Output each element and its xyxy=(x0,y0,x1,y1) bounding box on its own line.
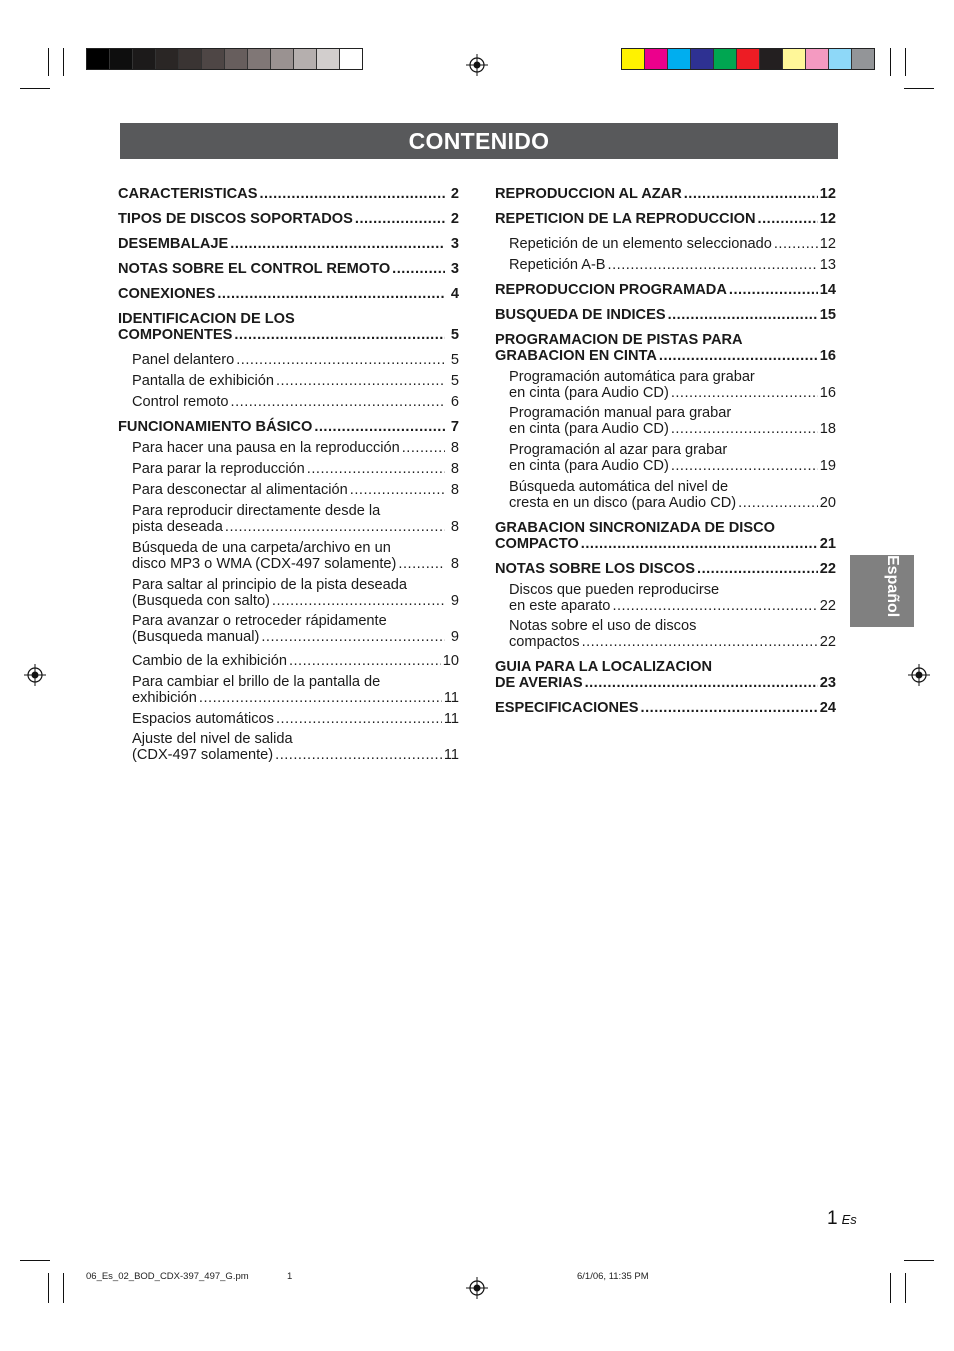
color-swatch xyxy=(622,49,645,69)
toc-entry[interactable] xyxy=(495,700,836,716)
dot-leader xyxy=(729,282,818,298)
toc-entry[interactable] xyxy=(118,394,459,410)
color-swatch xyxy=(202,49,225,69)
color-swatch xyxy=(668,49,691,69)
dot-leader xyxy=(350,482,445,498)
toc-entry-label-line: Programación al azar para grabar xyxy=(509,442,728,458)
color-swatch xyxy=(760,49,783,69)
toc-entry[interactable] xyxy=(118,286,459,302)
toc-entry[interactable] xyxy=(495,561,836,577)
color-swatch xyxy=(87,49,110,69)
dot-leader xyxy=(668,307,818,323)
toc-entry[interactable] xyxy=(118,613,459,645)
toc-entry-label: Repetición A-B xyxy=(509,257,606,273)
toc-entry-label: GRABACION EN CINTA xyxy=(495,348,657,364)
crop-mark xyxy=(63,48,64,76)
color-swatch xyxy=(271,49,294,69)
registration-mark-icon xyxy=(466,1277,488,1299)
toc-entry-page: 3 xyxy=(450,236,459,252)
toc-entry[interactable] xyxy=(118,311,459,343)
toc-entry-page: 15 xyxy=(819,307,836,323)
toc-entry-label-line: Discos que pueden reproducirse xyxy=(509,582,720,598)
dot-leader xyxy=(671,421,818,437)
toc-entry-page: 6 xyxy=(450,394,459,410)
toc-entry-page: 5 xyxy=(450,327,459,343)
dot-leader xyxy=(758,211,818,227)
toc-entry-page: 16 xyxy=(819,348,836,364)
color-swatch xyxy=(645,49,668,69)
toc-entry[interactable] xyxy=(495,236,836,252)
toc-entry-label: COMPONENTES xyxy=(118,327,233,343)
toc-entry-label-line: Para cambiar el brillo de la pantalla de xyxy=(132,674,381,690)
crop-mark xyxy=(20,1260,50,1261)
crop-mark xyxy=(904,1260,934,1261)
toc-entry-label: FUNCIONAMIENTO BÁSICO xyxy=(118,419,313,435)
toc-entry-label: Panel delantero xyxy=(132,352,235,368)
toc-entry[interactable] xyxy=(118,440,459,456)
language-tab-label: Español xyxy=(884,555,901,618)
color-swatch xyxy=(691,49,714,69)
registration-mark-icon xyxy=(466,54,488,76)
color-swatch xyxy=(133,49,156,69)
crop-mark xyxy=(905,1273,906,1303)
toc-entry-label-line: Búsqueda de una carpeta/archivo en un xyxy=(132,540,391,556)
toc-entry-label: exhibición xyxy=(132,690,197,706)
toc-entry-page: 21 xyxy=(819,536,836,552)
toc-entry[interactable] xyxy=(118,373,459,389)
toc-entry-label: compactos xyxy=(509,634,580,650)
toc-entry-page: 13 xyxy=(819,257,836,273)
toc-entry-label: COMPACTO xyxy=(495,536,579,552)
toc-entry-label-line: GRABACION SINCRONIZADA DE DISCO xyxy=(495,520,775,536)
toc-entry-label: (Busqueda con salto) xyxy=(132,593,270,609)
toc-entry-page: 8 xyxy=(450,556,459,572)
toc-entry-page: 5 xyxy=(450,352,459,368)
toc-entry-label: pista deseada xyxy=(132,519,223,535)
toc-entry-page: 14 xyxy=(819,282,836,298)
crop-mark xyxy=(20,88,50,89)
dot-leader xyxy=(612,598,817,614)
dot-leader xyxy=(261,629,445,645)
dot-leader xyxy=(684,186,818,202)
toc-entry[interactable] xyxy=(495,369,836,401)
toc-entry[interactable] xyxy=(495,211,836,227)
toc-entry-label-line: GUIA PARA LA LOCALIZACION xyxy=(495,659,712,675)
toc-entry[interactable] xyxy=(495,257,836,273)
toc-entry-page: 9 xyxy=(450,629,459,645)
toc-entry[interactable] xyxy=(118,419,459,435)
toc-entry-page: 5 xyxy=(450,373,459,389)
toc-entry[interactable] xyxy=(118,503,459,535)
toc-entry[interactable] xyxy=(118,711,459,727)
toc-entry-label: DE AVERIAS xyxy=(495,675,583,691)
toc-entry-page: 22 xyxy=(819,598,836,614)
footer-filename: 06_Es_02_BOD_CDX-397_497_G.pm xyxy=(86,1271,249,1282)
toc-entry-label-line: Programación manual para grabar xyxy=(509,405,732,421)
dot-leader xyxy=(259,186,445,202)
dot-leader xyxy=(671,385,818,401)
toc-entry-label: Pantalla de exhibición xyxy=(132,373,274,389)
toc-entry-page: 11 xyxy=(443,711,459,727)
process-color-bar xyxy=(621,48,875,70)
toc-entry-page: 19 xyxy=(819,458,836,474)
toc-entry-page: 3 xyxy=(450,261,459,277)
dot-leader xyxy=(307,461,445,477)
dot-leader xyxy=(355,211,445,227)
toc-entry-label: Espacios automáticos xyxy=(132,711,274,727)
toc-entry-page: 22 xyxy=(819,634,836,650)
toc-entry-label: disco MP3 o WMA (CDX-497 solamente) xyxy=(132,556,397,572)
toc-entry-label: ESPECIFICACIONES xyxy=(495,700,639,716)
page-number xyxy=(827,1208,857,1230)
crop-mark xyxy=(63,1273,64,1303)
toc-entry-label: CONEXIONES xyxy=(118,286,216,302)
toc-entry-page: 10 xyxy=(442,653,459,669)
dot-leader xyxy=(275,747,442,763)
toc-entry[interactable] xyxy=(495,520,836,552)
toc-entry-page: 12 xyxy=(819,186,836,202)
dot-leader xyxy=(314,419,445,435)
dot-leader xyxy=(641,700,818,716)
toc-entry-label: NOTAS SOBRE EL CONTROL REMOTO xyxy=(118,261,391,277)
toc-entry-label: en cinta (para Audio CD) xyxy=(509,385,669,401)
toc-entry-page: 23 xyxy=(819,675,836,691)
toc-entry-label-line: IDENTIFICACION DE LOS xyxy=(118,311,295,327)
toc-entry[interactable] xyxy=(495,332,836,364)
toc-entry-label-line: Programación automática para grabar xyxy=(509,369,755,385)
toc-entry-page: 9 xyxy=(450,593,459,609)
toc-entry-label: Control remoto xyxy=(132,394,229,410)
page-title: CONTENIDO xyxy=(120,123,838,159)
toc-entry-page: 22 xyxy=(819,561,836,577)
toc-entry-page: 20 xyxy=(819,495,836,511)
toc-entry-page: 16 xyxy=(819,385,836,401)
toc-entry-page: 8 xyxy=(450,440,459,456)
toc-entry[interactable] xyxy=(495,618,836,650)
toc-entry-label: (Busqueda manual) xyxy=(132,629,260,645)
dot-leader xyxy=(585,675,818,691)
color-swatch xyxy=(317,49,340,69)
color-swatch xyxy=(179,49,202,69)
color-swatch xyxy=(806,49,829,69)
color-swatch xyxy=(110,49,133,69)
toc-entry[interactable] xyxy=(118,261,459,277)
toc-entry-page: 2 xyxy=(450,211,459,227)
toc-entry-page: 4 xyxy=(450,286,459,302)
toc-entry[interactable] xyxy=(118,731,459,763)
toc-entry-label: Para hacer una pausa en la reproducción xyxy=(132,440,400,456)
toc-entry[interactable] xyxy=(118,461,459,477)
crop-mark xyxy=(905,48,906,76)
color-swatch xyxy=(714,49,737,69)
toc-entry-page: 8 xyxy=(450,519,459,535)
toc-entry-label: Cambio de la exhibición xyxy=(132,653,287,669)
toc-entry-label: (CDX-497 solamente) xyxy=(132,747,274,763)
toc-entry[interactable] xyxy=(495,582,836,614)
color-swatch xyxy=(248,49,271,69)
toc-entry-page: 18 xyxy=(819,421,836,437)
dot-leader xyxy=(230,236,445,252)
toc-entry-label: en este aparato xyxy=(509,598,611,614)
toc-entry[interactable] xyxy=(118,352,459,368)
color-swatch xyxy=(783,49,806,69)
toc-entry-page: 12 xyxy=(819,211,836,227)
toc-entry[interactable] xyxy=(495,186,836,202)
registration-mark-icon xyxy=(908,664,930,686)
color-swatch xyxy=(340,49,362,69)
toc-entry-label: BUSQUEDA DE INDICES xyxy=(495,307,666,323)
toc-entry-label: REPETICION DE LA REPRODUCCION xyxy=(495,211,756,227)
dot-leader xyxy=(671,458,818,474)
grayscale-color-bar xyxy=(86,48,363,70)
toc-entry-label-line: PROGRAMACION DE PISTAS PARA xyxy=(495,332,743,348)
crop-mark xyxy=(48,1273,49,1303)
page-language-code: Es xyxy=(841,1212,857,1227)
toc-entry-page: 12 xyxy=(819,236,836,252)
toc-entry[interactable] xyxy=(495,307,836,323)
dot-leader xyxy=(231,394,445,410)
toc-entry-page: 11 xyxy=(443,690,459,706)
toc-entry[interactable] xyxy=(118,236,459,252)
footer-sheet-number: 1 xyxy=(287,1271,293,1282)
page-number-value: 1 xyxy=(827,1208,838,1229)
registration-mark-icon xyxy=(24,664,46,686)
toc-entry-label-line: Para saltar al principio de la pista deseada xyxy=(132,577,408,593)
toc-entry[interactable] xyxy=(495,282,836,298)
toc-entry-page: 24 xyxy=(819,700,836,716)
dot-leader xyxy=(199,690,442,706)
toc-entry[interactable] xyxy=(118,186,459,202)
toc-entry[interactable] xyxy=(495,659,836,691)
dot-leader xyxy=(608,257,818,273)
dot-leader xyxy=(582,634,818,650)
toc-entry-label: CARACTERISTICAS xyxy=(118,186,258,202)
toc-entry-label: REPRODUCCION PROGRAMADA xyxy=(495,282,727,298)
toc-entry-label-line: Ajuste del nivel de salida xyxy=(132,731,293,747)
color-swatch xyxy=(156,49,179,69)
dot-leader xyxy=(225,519,445,535)
dot-leader xyxy=(276,373,445,389)
dot-leader xyxy=(272,593,445,609)
toc-entry-label: REPRODUCCION AL AZAR xyxy=(495,186,682,202)
toc-entry-label: cresta en un disco (para Audio CD) xyxy=(509,495,737,511)
dot-leader xyxy=(234,327,445,343)
toc-entry-page: 7 xyxy=(450,419,459,435)
toc-entry-page: 11 xyxy=(443,747,459,763)
toc-entry[interactable] xyxy=(118,577,459,609)
toc-entry[interactable] xyxy=(495,442,836,474)
dot-leader xyxy=(581,536,818,552)
crop-mark xyxy=(890,1273,891,1303)
dot-leader xyxy=(398,556,445,572)
toc-entry-label-line: Notas sobre el uso de discos xyxy=(509,618,697,634)
toc-entry[interactable] xyxy=(118,540,459,572)
color-swatch xyxy=(852,49,874,69)
toc-entry-label: TIPOS DE DISCOS SOPORTADOS xyxy=(118,211,353,227)
toc-entry[interactable] xyxy=(495,405,836,437)
dot-leader xyxy=(697,561,818,577)
dot-leader xyxy=(276,711,442,727)
dot-leader xyxy=(236,352,445,368)
toc-entry-page: 8 xyxy=(450,461,459,477)
dot-leader xyxy=(402,440,445,456)
toc-entry-label: Para desconectar al alimentación xyxy=(132,482,348,498)
dot-leader xyxy=(392,261,445,277)
toc-entry-label-line: Para reproducir directamente desde la xyxy=(132,503,381,519)
dot-leader xyxy=(289,653,441,669)
dot-leader xyxy=(774,236,818,252)
toc-entry[interactable] xyxy=(118,482,459,498)
toc-entry-label-line: Búsqueda automática del nivel de xyxy=(509,479,729,495)
toc-entry-page: 2 xyxy=(450,186,459,202)
crop-mark xyxy=(48,48,49,76)
color-swatch xyxy=(225,49,248,69)
crop-mark xyxy=(890,48,891,76)
toc-entry-label: en cinta (para Audio CD) xyxy=(509,458,669,474)
toc-entry-label: NOTAS SOBRE LOS DISCOS xyxy=(495,561,696,577)
color-swatch xyxy=(294,49,317,69)
color-swatch xyxy=(829,49,852,69)
toc-entry[interactable] xyxy=(118,674,459,706)
dot-leader xyxy=(659,348,818,364)
toc-entry-label: Repetición de un elemento seleccionado xyxy=(509,236,772,252)
footer-timestamp: 6/1/06, 11:35 PM xyxy=(577,1271,649,1282)
toc-entry[interactable] xyxy=(495,479,836,511)
toc-entry-label: en cinta (para Audio CD) xyxy=(509,421,669,437)
toc-entry-label: Para parar la reproducción xyxy=(132,461,305,477)
toc-entry[interactable] xyxy=(118,211,459,227)
crop-mark xyxy=(904,88,934,89)
color-swatch xyxy=(737,49,760,69)
dot-leader xyxy=(738,495,818,511)
toc-entry-page: 8 xyxy=(450,482,459,498)
toc-entry-label: DESEMBALAJE xyxy=(118,236,229,252)
toc-entry-label-line: Para avanzar o retroceder rápidamente xyxy=(132,613,387,629)
language-tab xyxy=(850,555,914,627)
toc-entry[interactable] xyxy=(118,653,459,669)
dot-leader xyxy=(217,286,445,302)
